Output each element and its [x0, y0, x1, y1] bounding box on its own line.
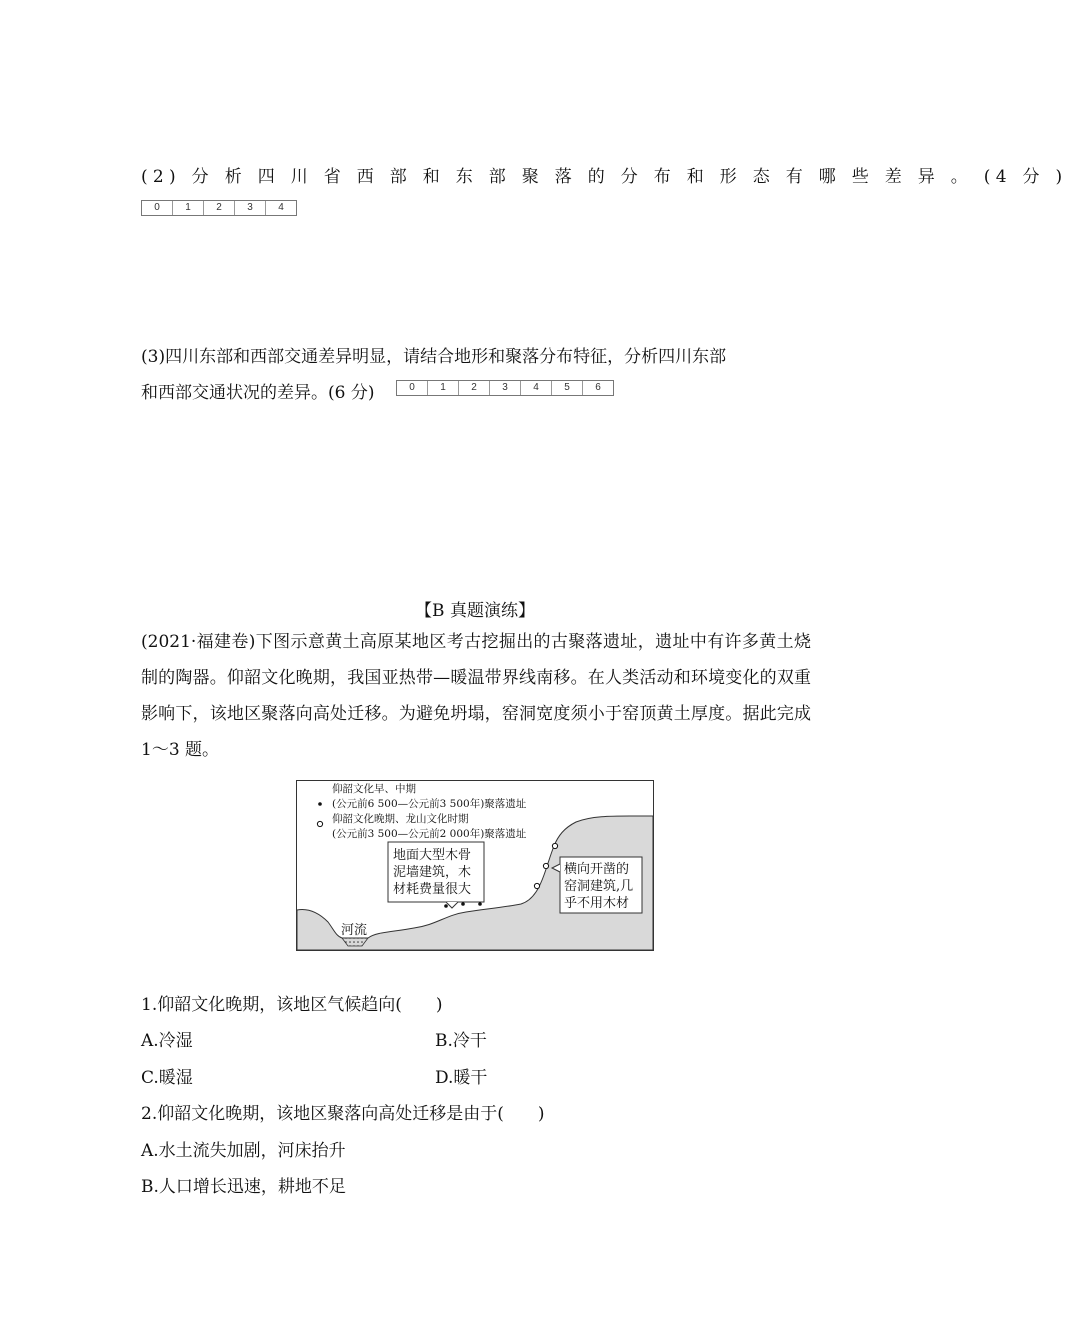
box1-line3: 材耗费量很大: [393, 882, 472, 897]
legend2-b: (公元前3 500—公元前2 000年)聚落遗址: [332, 828, 527, 840]
score-cell[interactable]: 1: [173, 201, 204, 215]
legend2-a: 仰韶文化晚期、龙山文化时期: [332, 813, 469, 825]
river-label: 河流: [341, 923, 368, 938]
score-cell[interactable]: 5: [552, 381, 583, 395]
q3-line2: 和西部交通状况的差异。(6 分): [141, 383, 375, 403]
score-cell[interactable]: 4: [278, 202, 284, 213]
score-cell[interactable]: 0: [142, 201, 173, 215]
score-cell[interactable]: 6: [595, 382, 601, 393]
q2b-stem: 2.仰韶文化晚期，该地区聚落向高处迁移是由于( ): [141, 1104, 545, 1124]
score-cell[interactable]: 3: [490, 381, 521, 395]
q2-score-box: [141, 200, 297, 216]
box1-line2: 泥墙建筑，木: [393, 865, 472, 880]
q1-option-c[interactable]: C.暖湿: [141, 1068, 193, 1088]
box2-line1: 横向开凿的: [564, 862, 630, 877]
q2-text: (2) 分 析 四 川 省 西 部 和 东 部 聚 落 的 分 布 和 形 态 有 哪 些 差 异 。 (4 分 ): [141, 167, 1067, 187]
q2b-option-b[interactable]: B.人口增长迅速，耕地不足: [141, 1177, 346, 1197]
box1-line1: 地面大型木骨: [393, 848, 472, 863]
open-dot-icon: [552, 843, 557, 848]
score-cell[interactable]: 4: [521, 381, 552, 395]
box2-line2: 窑洞建筑,几: [564, 879, 634, 894]
solid-dot-icon: [318, 802, 322, 806]
q1-option-d[interactable]: D.暖干: [435, 1068, 488, 1088]
q3-line1: (3)四川东部和西部交通差异明显，请结合地形和聚落分布特征，分析四川东部: [141, 347, 727, 367]
q1-stem: 1.仰韶文化晚期，该地区气候趋向( ): [141, 995, 443, 1015]
open-dot-icon: [543, 863, 548, 868]
solid-dot-icon: [444, 904, 448, 908]
q2b-option-a[interactable]: A.水土流失加剧，河床抬升: [141, 1141, 346, 1161]
score-cell[interactable]: 1: [428, 381, 459, 395]
solid-dot-icon: [461, 902, 465, 906]
box2-line3: 乎不用木材: [564, 896, 630, 911]
score-cell[interactable]: 2: [459, 381, 490, 395]
section-title: 【B 真题演练】: [415, 601, 535, 621]
score-cell[interactable]: 0: [397, 381, 428, 395]
section-intro: (2021·福建卷)下图示意黄土高原某地区考古挖掘出的古聚落遗址，遗址中有许多黄土烧制的陶器。仰韶文化晚期，我国亚热带—暖温带界线南移。在人类活动和环境变化的双重影响下，该地区聚落向高处迁移。为避免坍塌，窑洞宽度须小于窑顶黄土厚度。据此完成 1～3 题。: [141, 632, 811, 760]
open-dot-icon: [534, 883, 539, 888]
q3-score-box: [396, 380, 614, 396]
settlement-diagram: [296, 780, 654, 951]
q1-option-b[interactable]: B.冷干: [435, 1031, 487, 1051]
legend1-b: (公元前6 500—公元前3 500年)聚落遗址: [332, 798, 527, 810]
score-cell[interactable]: 2: [204, 201, 235, 215]
score-cell[interactable]: 3: [235, 201, 266, 215]
legend1-a: 仰韶文化早、中期: [332, 783, 416, 795]
q1-option-a[interactable]: A.冷湿: [141, 1031, 193, 1051]
solid-dot-icon: [478, 902, 482, 906]
open-dot-icon: [317, 821, 322, 826]
